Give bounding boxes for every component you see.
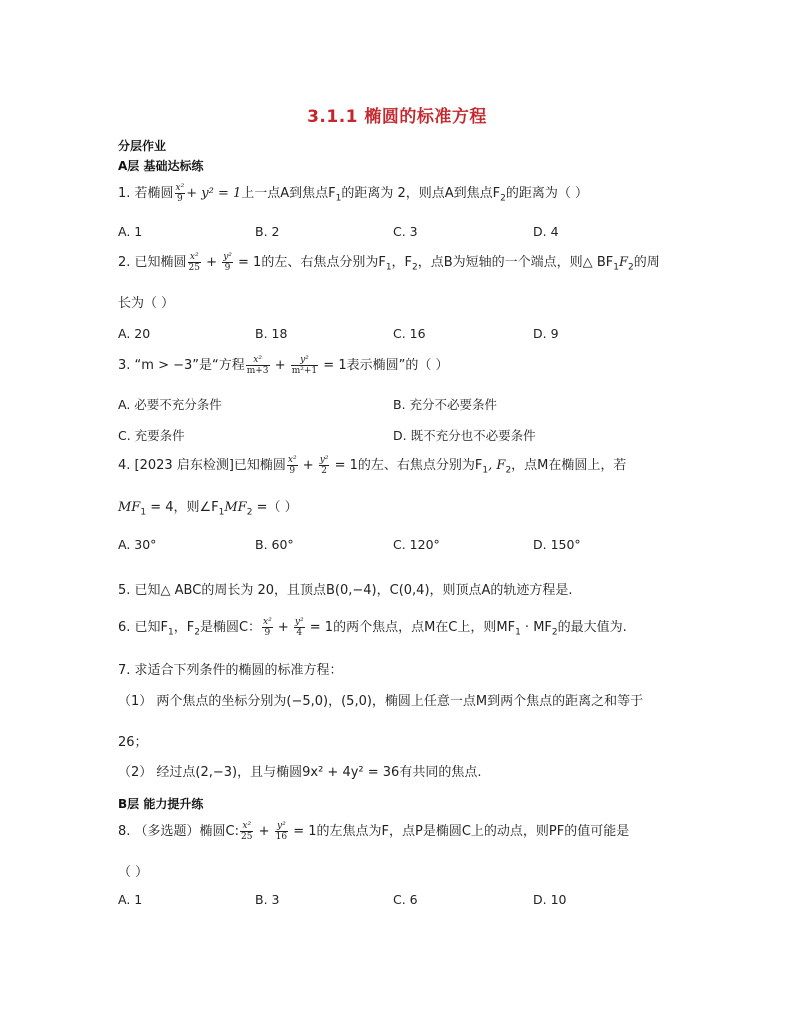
q2-option-c[interactable]: C. 16 (393, 326, 426, 341)
q2-option-d[interactable]: D. 9 (533, 326, 559, 341)
q1-option-c[interactable]: C. 3 (393, 224, 418, 239)
fraction-x2-over-9: $\frac{\text{x²}}{9}$ (287, 455, 297, 476)
section-layer-a: A层 基础达标练 (118, 159, 204, 173)
q3-option-d[interactable]: D. 既不充分也不必要条件 (393, 428, 536, 443)
q3-option-a[interactable]: A. 必要不充分条件 (118, 397, 222, 412)
question-7-sub-1: （1） 两个焦点的坐标分别为(−5,0)，(5,0)，椭圆上任意一点M到两个焦点的距离之和等于 (118, 694, 644, 709)
q8-option-b[interactable]: B. 3 (255, 892, 280, 907)
question-5: 5. 已知△ ABC的周长为 20，且顶点B(0,−4)，C(0,4)，则顶点A的轨迹方程是. (118, 583, 573, 598)
fraction-y2-over-2: $\frac{\text{y²}}{2}$ (319, 455, 329, 476)
section-layer-b: B层 能力提升练 (118, 797, 204, 811)
q3-option-b[interactable]: B. 充分不必要条件 (393, 397, 498, 412)
question-6: 6. 已知$F_1$，$F_2$是椭圆C： $\frac{\text{x²}}{9}$ + $\frac{\text{y²}}{4}$ = 1的两个焦点，点M在C上，则$MF_1 \cdot MF_2$的最大值为. (118, 617, 627, 638)
q4-option-b[interactable]: B. 60° (255, 537, 294, 552)
section-homework: 分层作业 (118, 139, 167, 153)
fraction-y2-over-m2-plus-1: $\frac{\text{y²}}{\text{m²+1}}$ (291, 355, 318, 376)
question-2: 2. 已知椭圆 $\frac{\text{x²}}{25}$ + $\frac{\text{y²}}{9}$ = 1的左、右焦点分别为$F_1$，$F_2$，点B为短轴的一个端点，则△ $BF_1F_2$的周 (118, 252, 660, 273)
q8-option-c[interactable]: C. 6 (393, 892, 418, 907)
q4-option-a[interactable]: A. 30° (118, 537, 157, 552)
q8-option-a[interactable]: A. 1 (118, 892, 143, 907)
question-7-sub-2: （2） 经过点(2,−3)，且与椭圆9x² + 4y² = 36有共同的焦点. (118, 765, 482, 780)
fraction-x2-over-m-plus-3: $\frac{\text{x²}}{m+3}$ (246, 355, 269, 376)
fraction-x2-over-25: $\frac{\text{x²}}{25}$ (241, 821, 253, 842)
q4-option-c[interactable]: C. 120° (393, 537, 440, 552)
question-7-sub-1-cont: 26； (118, 735, 148, 750)
q2-option-a[interactable]: A. 20 (118, 326, 151, 341)
fraction-y2-over-9: $\frac{\text{y²}}{9}$ (223, 252, 232, 273)
fraction-x2-over-25: $\frac{\text{x²}}{25}$ (188, 252, 200, 273)
q1-option-a[interactable]: A. 1 (118, 224, 143, 239)
q4-option-d[interactable]: D. 150° (533, 537, 581, 552)
fraction-x2-over-9: $\frac{\text{x²}}{9}$ (263, 617, 272, 638)
page-title: 3.1.1 椭圆的标准方程 (307, 107, 487, 127)
question-2-line-2: 长为（ ） (118, 296, 175, 311)
question-4-line-2: $MF_1 = 4$，则$\angle F_1MF_2$ =（ ） (118, 500, 298, 518)
question-3: 3. “m > −3”是“方程 $\frac{\text{x²}}{m+3}$ + $\frac{\text{y²}}{\text{m²+1}}$ = 1表示椭圆”的（ ） (118, 355, 449, 376)
q8-option-d[interactable]: D. 10 (533, 892, 567, 907)
fraction-y2-over-16: $\frac{\text{y²}}{16}$ (275, 821, 288, 842)
question-7: 7. 求适合下列条件的椭圆的标准方程： (118, 663, 343, 678)
q1-option-d[interactable]: D. 4 (533, 224, 559, 239)
question-8-line-2: （ ） (118, 865, 149, 880)
q2-option-b[interactable]: B. 18 (255, 326, 288, 341)
question-8: 8. （多选题）椭圆C: $\frac{\text{x²}}{25}$ + $\frac{\text{y²}}{16}$ = 1的左焦点为F，点P是椭圆C上的动点，则PF的值可能是 (118, 821, 630, 842)
fraction-x2-over-9: $\frac{\text{x²}}{9}$ (175, 183, 185, 204)
fraction-y2-over-4: $\frac{\text{y²}}{4}$ (294, 617, 304, 638)
q1-option-b[interactable]: B. 2 (255, 224, 280, 239)
question-4: 4. [2023 启东检测]已知椭圆 $\frac{\text{x²}}{9}$ + $\frac{\text{y²}}{2}$ = 1的左、右焦点分别为$F_1$, $F_2$，点M在椭圆上，若 (118, 455, 627, 476)
question-1: 1. 若椭圆 $\frac{\text{x²}}{9}$ + y² = 1上一点A到焦点$F_1$的距离为 2，则点A到焦点$F_2$的距离为（ ） (118, 183, 589, 204)
q3-option-c[interactable]: C. 充要条件 (118, 428, 185, 443)
